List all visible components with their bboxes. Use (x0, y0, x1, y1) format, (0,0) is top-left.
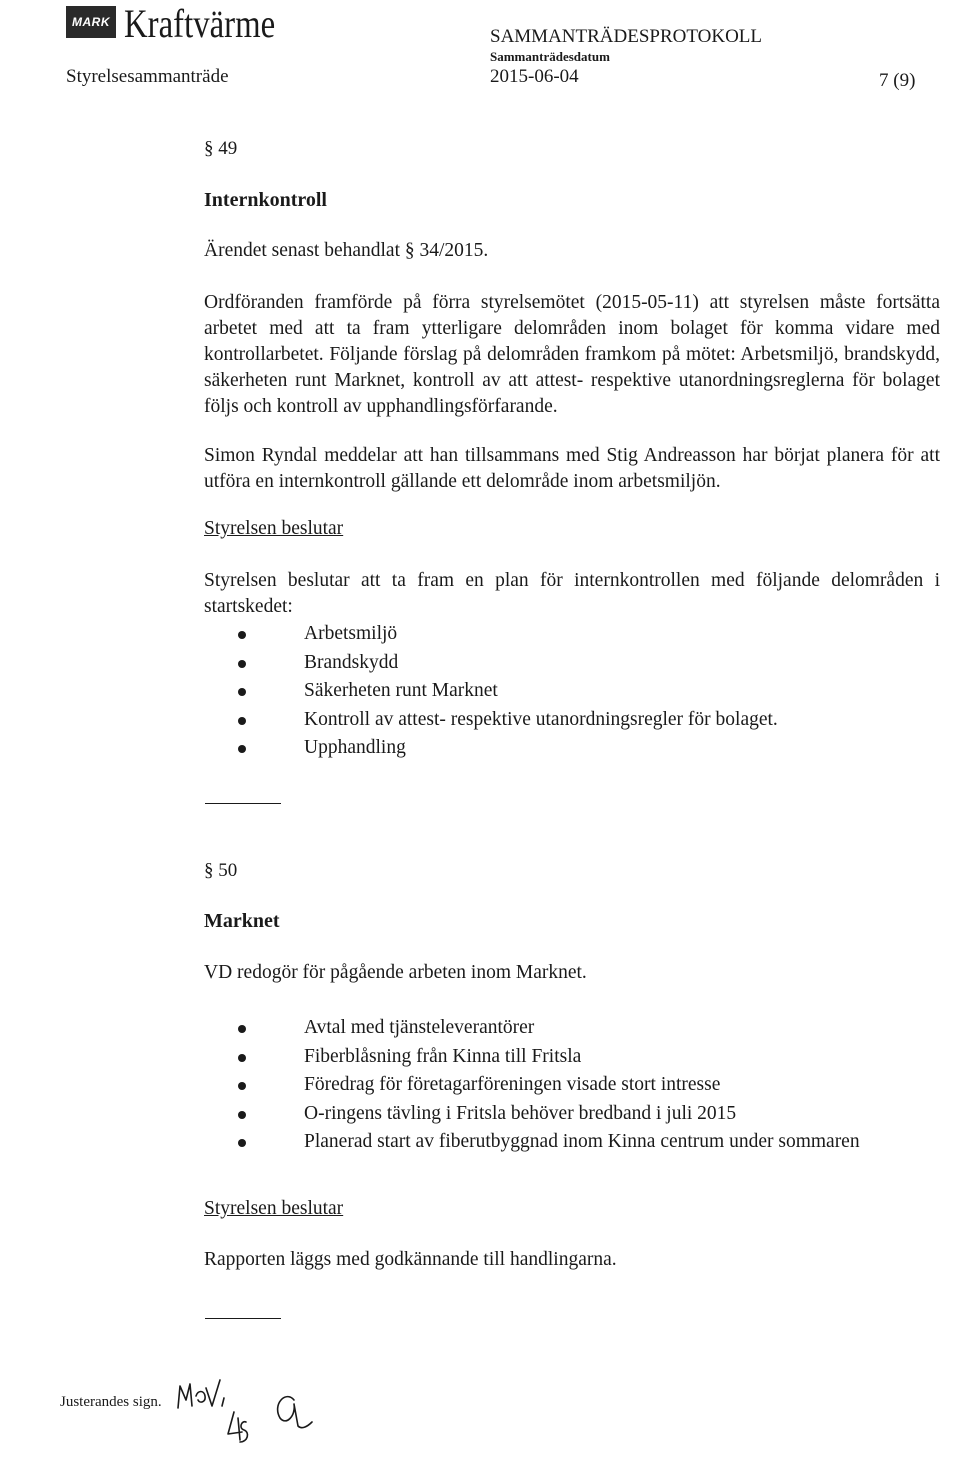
previous-reference: Ärendet senast behandlat § 34/2015. (204, 240, 489, 261)
decision-text-49: Styrelsen beslutar att ta fram en plan för internkontrollen med följande delområden i startskedet: (204, 570, 940, 617)
meeting-type: Styrelsesammanträde (66, 66, 229, 87)
bullet-icon (238, 1082, 246, 1090)
bullet-icon (238, 1139, 246, 1147)
bullet-icon (238, 688, 246, 696)
marknet-intro: VD redogör för pågående arbeten inom Marknet. (204, 962, 587, 983)
brand-name: Kraftvärme (124, 1, 276, 46)
page-number: 7 (9) (879, 70, 916, 91)
bullet-icon (238, 717, 246, 725)
bullet-icon (238, 660, 246, 668)
company-logo: MARK (66, 6, 116, 38)
section-divider (205, 1318, 281, 1319)
decision-text-50: Rapporten läggs med godkännande till handlingarna. (204, 1249, 617, 1270)
section-number-49: § 49 (204, 138, 238, 159)
handwritten-initials (172, 1360, 532, 1450)
section-title-marknet: Marknet (204, 910, 280, 932)
section-title-internkontroll: Internkontroll (204, 189, 327, 211)
bullet-icon (238, 1025, 246, 1033)
meeting-date: 2015-06-04 (490, 66, 579, 87)
decision-heading-49: Styrelsen beslutar (204, 518, 344, 539)
bullet-icon (238, 1054, 246, 1062)
bullet-icon (238, 745, 246, 753)
paragraph-background: Ordföranden framförde på förra styrelsemötet (2015-05-11) att styrelsen måste fortsätta arbetet med att ta fram ytterligare delområden inom bolaget för komma vidare med kontrollarbetet. Följande förslag på delområden framkom på mötet: Arbetsmiljö, brandskydd, säkerheten runt Marknet, kontroll av att attest- respektive utanordningsreglerna för bolaget följs och kontroll av upphandlingsförfarande. (204, 292, 940, 417)
paragraph-planning: Simon Ryndal meddelar att han tillsammans med Stig Andreasson har börjat planera för att utföra en internkontroll gällande ett delområde inom arbetsmiljön. (204, 445, 940, 492)
signature-label: Justerandes sign. (60, 1394, 162, 1410)
section-number-50: § 50 (204, 860, 238, 881)
document-type: SAMMANTRÄDESPROTOKOLL (490, 26, 763, 47)
bullet-icon (238, 1111, 246, 1119)
decision-heading-50: Styrelsen beslutar (204, 1198, 344, 1219)
bullet-icon (238, 631, 246, 639)
section-divider (205, 803, 281, 804)
date-label: Sammanträdesdatum (490, 49, 610, 64)
